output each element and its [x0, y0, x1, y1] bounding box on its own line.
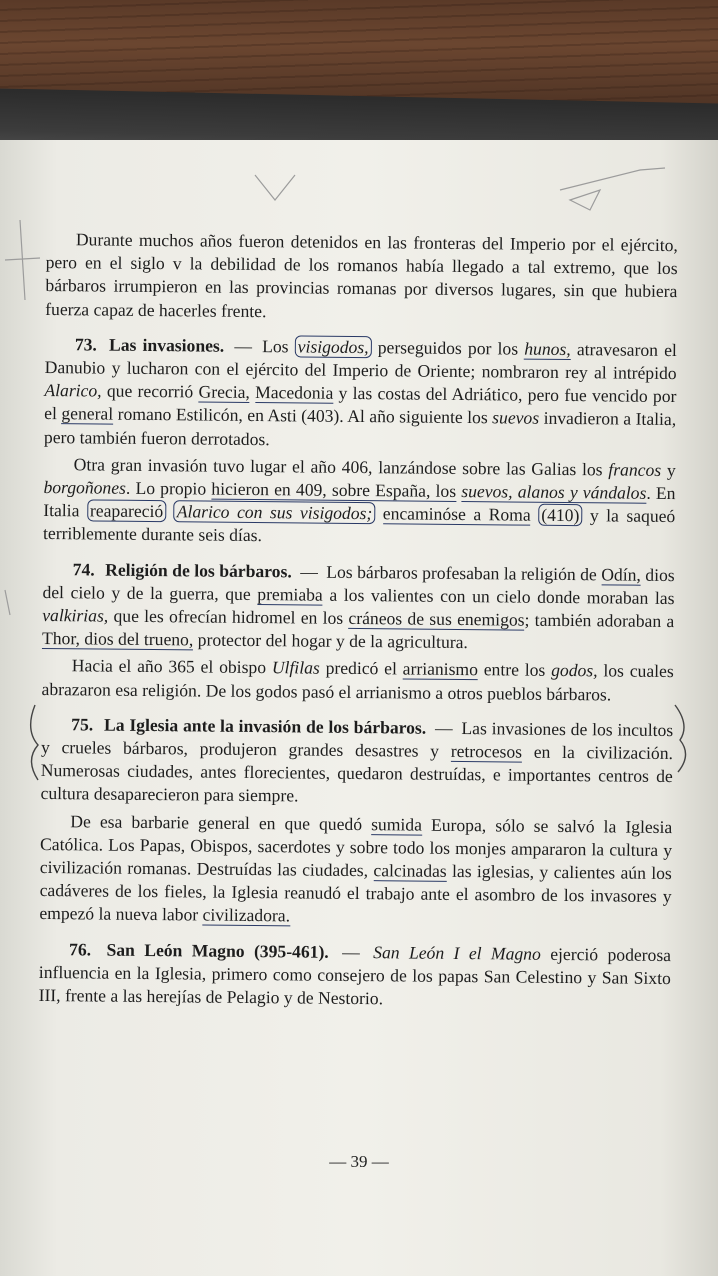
section-number: 76. — [68, 938, 92, 960]
circled-term: visigodos, — [295, 335, 372, 358]
underlined-term: civilizadora. — [202, 905, 291, 926]
section-73-paragraph-1: 73. Las invasiones. — Los visigodos, perseguidos por los hunos, atravesaron el Danubio y lucharon con el ejército del Imperio de Oriente; nombraron rey al intrépido Alarico, que recorrió Grecia, Macedonia y las costas del Adriático, pero fue vencido por el general romano Estilicón, en Asti (403). Al año siguiente los suevos invadieron a Italia, pero también fueron derrotados. — [43, 334, 677, 449]
circled-term: reapareció — [87, 500, 166, 523]
circled-phrase: Alarico con sus visigodos; — [174, 500, 376, 524]
section-number: 74. — [72, 558, 95, 580]
section-76-paragraph: 76. San León Magno (395-461). — San León I el Magno ejerció poderosa influencia en la Iglesia, primero como consejero de los papas San Celestino y San Sixto III, frente a las herejías de Pelagio y de Nestorio. — [38, 938, 672, 1009]
page-text — [38, 228, 677, 1017]
section-title: Las invasiones. — [108, 334, 225, 356]
section-title: Religión de los bárbaros. — [105, 559, 292, 582]
underlined-term: arrianismo — [402, 658, 479, 680]
intro-paragraph: Durante muchos años fueron detenidos en las fronteras del Imperio por el ejército, pero en el siglo v la debilidad de los romanos había llegado a tal extremo, que los bárbaros irrumpieron en las provincias romanas por diversos lugares, sin que hubiera fuerza capaz de hacerles frente. — [45, 229, 678, 321]
section-title: San León Magno (395-461). — [106, 939, 329, 962]
underlined-phrase: hicieron en 409, sobre España, los — [211, 478, 457, 501]
underlined-phrase: suevos, alanos y vándalos — [461, 481, 647, 503]
section-title: La Iglesia ante la invasión de los bárbaros. — [103, 714, 427, 738]
underlined-term: Grecia, — [198, 381, 250, 403]
underlined-phrase: cráneos de sus enemigos — [348, 607, 525, 630]
page-number: — 39 — — [329, 1152, 389, 1171]
underlined-term: calcinadas — [373, 860, 447, 881]
section-number: 75. — [71, 714, 94, 735]
underlined-term: Odín, — [601, 563, 641, 585]
underlined-term: sumida — [371, 813, 423, 835]
underlined-term: Macedonia — [255, 382, 334, 403]
section-73-paragraph-2: Otra gran invasión tuvo lugar el año 406, lanzándose sobre las Galias los francos y borgoñones. Lo propio hicieron en 409, sobre España, los suevos, alanos y vándalos. En Italia reapareció Alarico con sus visigodos; encaminóse a Roma (410) y la saqueó terriblemente durante seis días. — [42, 454, 676, 546]
section-74-paragraph-2: Hacia el año 365 el obispo Ulfilas predicó el arrianismo entre los godos, los cuales abrazaron esa religión. De los godos pasó el arrianismo a otros pueblos bárbaros. — [41, 655, 674, 705]
section-number: 73. — [74, 334, 97, 355]
circled-year: (410) — [538, 504, 582, 526]
section-75-paragraph-2: De esa barbarie general en que quedó sumida Europa, sólo se salvó la Iglesia Católica. Los Papas, Obispos, sacerdotes y sobre todo los monjes ampararon la cultura y civilización romanas. Destruídas las ciudades, calcinadas las iglesias, y calientes aún los cadáveres de los fieles, la Iglesia reanudó el trabajo ante el asombro de los invasores y empezó la nueva labor civilizadora. — [39, 810, 673, 926]
underlined-phrase: Thor, dios del trueno, — [41, 628, 194, 650]
underlined-term: general — [61, 403, 114, 425]
underlined-term: premiaba — [257, 583, 323, 605]
underlined-phrase: encaminóse a Roma — [382, 503, 531, 525]
section-75-paragraph-1: 75. La Iglesia ante la invasión de los bárbaros. — Las invasiones de los incultos y crueles bárbaros, produjeron grandes desastres y retrocesos en la civilización. Numerosas ciudades, antes florecientes, quedaron destruídas, e importantes centros de cultura desaparecieron para siempre. — [40, 714, 674, 806]
underlined-term: hunos, — [524, 338, 571, 359]
underlined-term: retrocesos — [450, 740, 523, 762]
section-74-paragraph-1: 74. Religión de los bárbaros. — Los bárbaros profesaban la religión de Odín, dios del cielo y de la guerra, que premiaba a los valientes con un cielo donde moraban las valkirias, que les ofrecían hidromel en los cráneos de sus enemigos; también adoraban a Thor, dios del trueno, protector del hogar y de la agricultura. — [41, 558, 675, 653]
